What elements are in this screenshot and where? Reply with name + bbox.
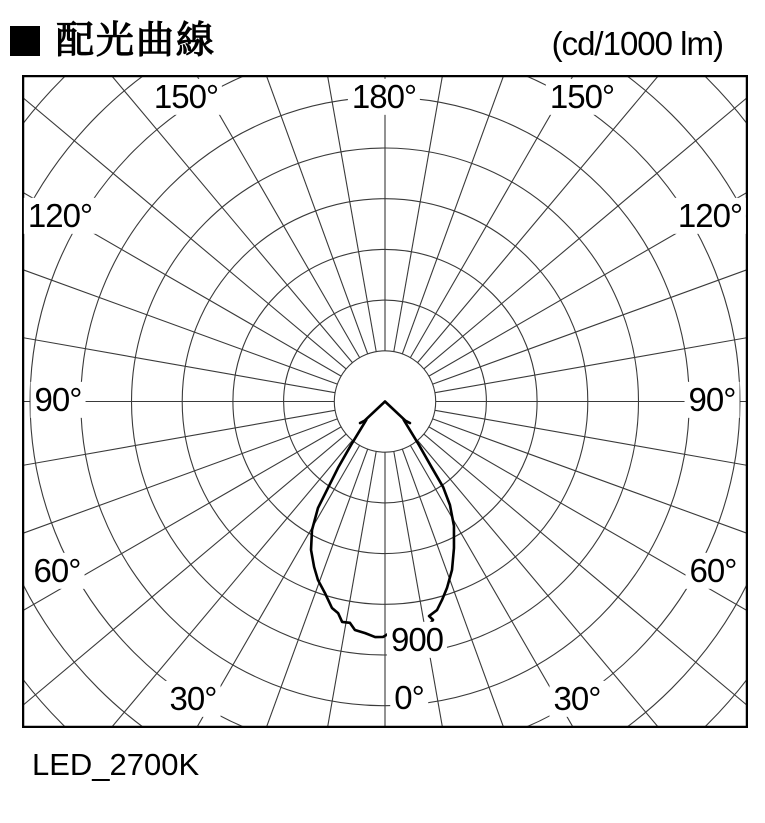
polar-grid-svg <box>22 75 748 728</box>
grid-spoke <box>214 449 368 728</box>
angle-label-90deg: 90° <box>31 382 86 418</box>
polar-grid <box>22 75 748 728</box>
grid-spoke <box>418 440 707 728</box>
angle-label-150deg: 150° <box>150 79 222 115</box>
angle-label-60deg: 60° <box>686 553 741 589</box>
grid-spoke <box>418 75 707 363</box>
angle-label-0deg: 0° <box>390 680 428 716</box>
curve-value-annotation: 900 <box>387 622 447 658</box>
angle-label-30deg: 30° <box>166 681 221 717</box>
angle-label-60deg: 60° <box>30 553 85 589</box>
grid-spoke <box>424 434 748 723</box>
grid-spoke <box>64 440 353 728</box>
angle-label-150deg: 150° <box>546 79 618 115</box>
grid-spoke <box>214 75 368 354</box>
grid-spoke <box>22 152 341 377</box>
angle-label-180deg: 180° <box>348 79 420 115</box>
page-title: 配光曲線 <box>56 20 217 62</box>
angle-label-120deg: 120° <box>24 198 96 234</box>
grid-spoke <box>135 75 360 358</box>
angle-label-90deg: 90° <box>685 382 740 418</box>
distribution-curve <box>311 402 454 638</box>
grid-spoke <box>424 80 748 369</box>
grid-spoke <box>22 80 346 369</box>
grid-spoke <box>64 75 353 363</box>
grid-spoke <box>402 449 556 728</box>
grid-spoke <box>410 75 635 358</box>
angle-label-120deg: 120° <box>674 198 746 234</box>
grid-spoke <box>429 152 748 377</box>
grid-spoke <box>402 75 556 354</box>
unit-label: (cd/1000 lm) <box>551 25 723 62</box>
grid-spoke <box>135 445 360 728</box>
grid-spoke <box>22 427 341 652</box>
angle-label-30deg: 30° <box>550 681 605 717</box>
grid-spoke <box>429 427 748 652</box>
lamp-type-label: LED_2700K <box>32 747 200 782</box>
grid-spoke <box>22 434 346 723</box>
